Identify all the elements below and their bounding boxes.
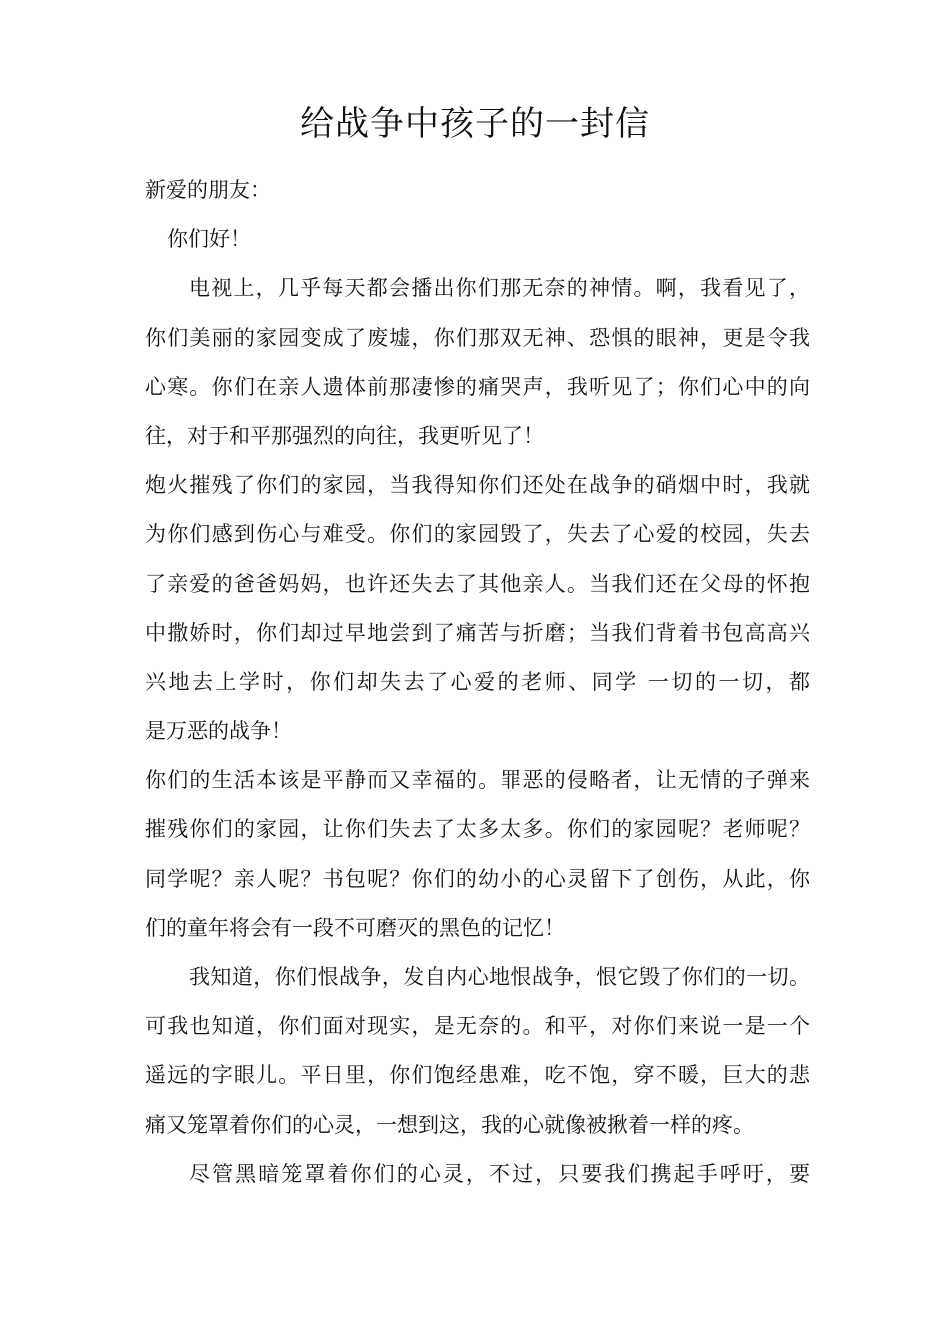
- text-line: 中撒娇时，你们却过早地尝到了痛苦与折磨；当我们背着书包高高兴: [145, 620, 810, 645]
- text-line: 你们美丽的家园变成了废墟，你们那双无神、恐惧的眼神，更是令我: [145, 325, 810, 350]
- letter-body: [145, 166, 810, 1199]
- text-line: 了亲爱的爸爸妈妈，也许还失去了其他亲人。当我们还在父母的怀抱: [145, 571, 810, 596]
- document-title: 给战争中孩子的一封信: [300, 104, 650, 144]
- text-line: 电视上，几乎每天都会播出你们那无奈的神情。啊，我看见了，: [189, 276, 810, 301]
- text-line: 遥远的字眼儿。平日里，你们饱经患难，吃不饱，穿不暖，巨大的悲: [145, 1063, 810, 1088]
- text-line: 尽管黑暗笼罩着你们的心灵，不过，只要我们携起手呼吁，要: [189, 1161, 810, 1186]
- text-line: 为你们感到伤心与难受。你们的家园毁了，失去了心爱的校园，失去: [145, 522, 810, 547]
- text-line: 摧残你们的家园，让你们失去了太多太多。你们的家园呢？老师呢？: [145, 817, 810, 842]
- text-line: 往，对于和平那强烈的向往，我更听见了！: [145, 423, 544, 448]
- text-line: 是万恶的战争！: [145, 719, 292, 744]
- text-line: 我知道，你们恨战争，发自内心地恨战争，恨它毁了你们的一切。: [189, 965, 810, 989]
- text-line: 兴地去上学时，你们却失去了心爱的老师、同学 一切的一切，都: [145, 669, 810, 694]
- text-line: 心寒。你们在亲人遗体前那凄惨的痛哭声，我听见了；你们心中的向: [145, 374, 810, 399]
- text-line: 们的童年将会有一段不可磨灭的黑色的记忆！: [145, 915, 565, 940]
- text-line: 痛又笼罩着你们的心灵，一想到这，我的心就像被揪着一样的疼。: [145, 1112, 754, 1137]
- salutation-line: 新爱的朋友：: [145, 178, 271, 202]
- text-line: 同学呢？亲人呢？书包呢？你们的幼小的心灵留下了创伤，从此，你: [145, 866, 810, 891]
- text-line: 可我也知道，你们面对现实，是无奈的。和平，对你们来说一是一个: [145, 1014, 810, 1039]
- greeting-line: 你们好！: [167, 227, 251, 252]
- text-line: 炮火摧残了你们的家园，当我得知你们还处在战争的硝烟中时，我就: [145, 473, 810, 498]
- text-line: 你们的生活本该是平静而又幸福的。罪恶的侵略者，让无情的子弹来: [145, 768, 810, 793]
